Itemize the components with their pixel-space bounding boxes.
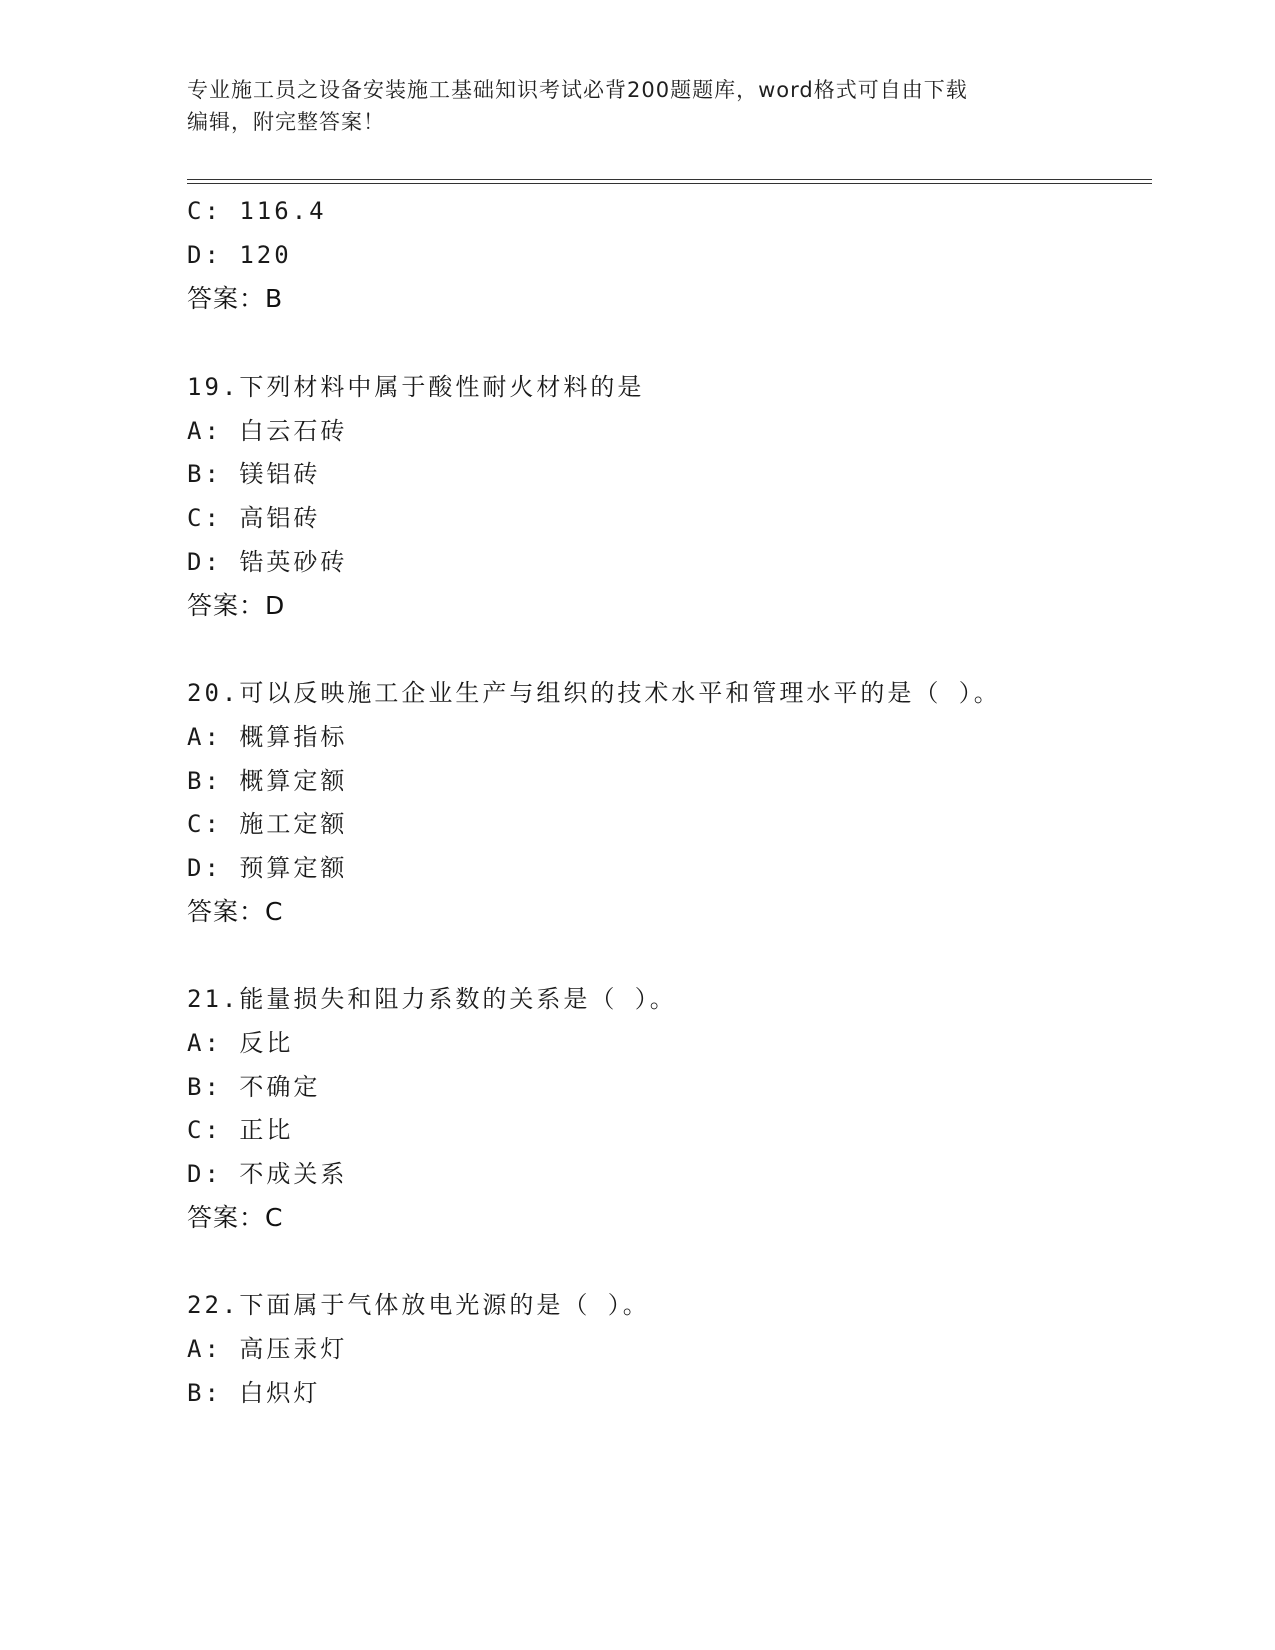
q18-option-d: D: 120: [187, 241, 292, 269]
header-title-line-1: 专业施工员之设备安装施工基础知识考试必背200题题库，word格式可自由下载: [187, 78, 968, 102]
q22-question: 22.下面属于气体放电光源的是（ ）。: [187, 1291, 650, 1319]
q19-option-c: C: 高铝砖: [187, 504, 321, 532]
q19-answer: 答案：D: [187, 591, 286, 620]
q18-option-c: C: 116.4: [187, 197, 327, 225]
q21-question: 21.能量损失和阻力系数的关系是（ ）。: [187, 985, 677, 1013]
q20-answer: 答案：C: [187, 897, 284, 926]
document-header: [187, 74, 1087, 138]
q20-option-c: C: 施工定额: [187, 810, 348, 838]
q21-answer: 答案：C: [187, 1203, 284, 1232]
q21-option-d: D: 不成关系: [187, 1160, 348, 1188]
q21-option-a: A: 反比: [187, 1029, 294, 1057]
q20-option-d: D: 预算定额: [187, 854, 348, 882]
q19-question: 19.下列材料中属于酸性耐火材料的是: [187, 373, 645, 401]
q20-question: 20.可以反映施工企业生产与组织的技术水平和管理水平的是（ ）。: [187, 679, 1001, 707]
header-title-line-2: 编辑，附完整答案！: [187, 110, 385, 134]
header-divider-bottom: [187, 183, 1152, 184]
q22-option-a: A: 高压汞灯: [187, 1335, 348, 1363]
q20-option-b: B: 概算定额: [187, 767, 348, 795]
q21-option-b: B: 不确定: [187, 1073, 321, 1101]
q22-option-b: B: 白炽灯: [187, 1379, 321, 1407]
q21-option-c: C: 正比: [187, 1116, 294, 1144]
q19-option-d: D: 锆英砂砖: [187, 548, 348, 576]
q20-option-a: A: 概算指标: [187, 723, 348, 751]
q18-answer: 答案：B: [187, 284, 284, 313]
header-divider-top: [187, 179, 1152, 180]
q19-option-b: B: 镁铝砖: [187, 460, 321, 488]
q19-option-a: A: 白云石砖: [187, 417, 348, 445]
